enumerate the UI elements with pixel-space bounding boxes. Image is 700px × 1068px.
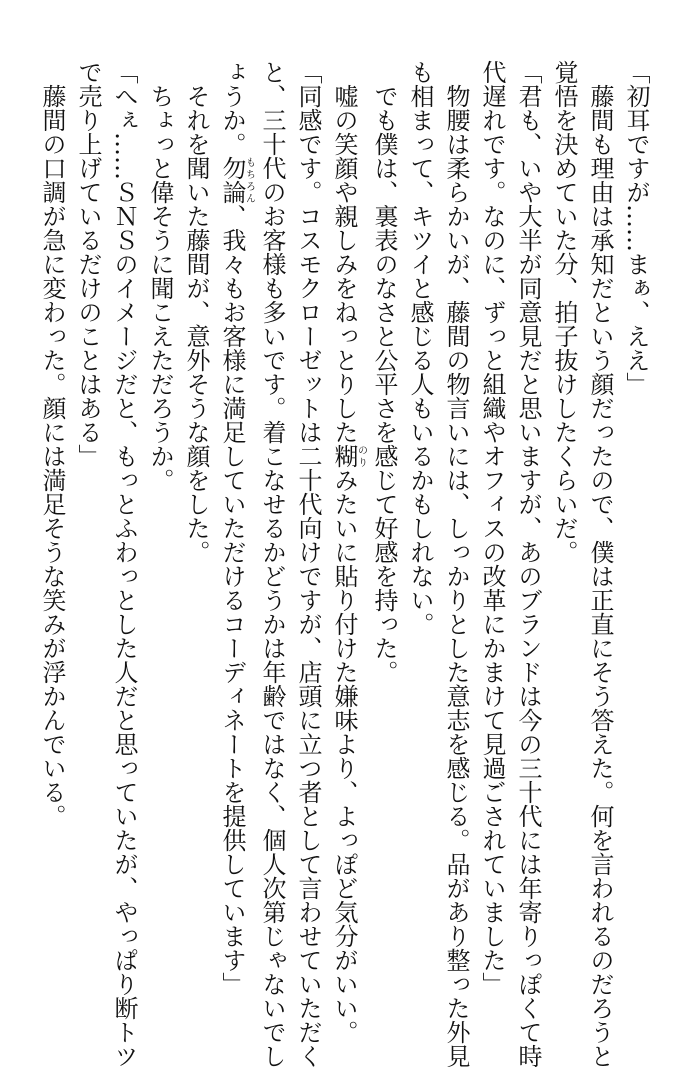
ruby-nori: 糊のり: [330, 444, 367, 468]
text-line: 藤間も理由は承知だという顔だったので、僕は正直にそう答えた。何を言われるのだろうと: [586, 60, 614, 1068]
vertical-text-body: [38, 60, 654, 1068]
ruby-nori-reading: のり: [355, 444, 367, 468]
ruby-mochiron-reading: もちろん: [243, 156, 255, 204]
text-line: も相まって、キツイと感じる人もいるかもしれない。: [406, 60, 434, 636]
text-line: 「同感です。コスモクローゼットは二十代向けですが、店頭に立つ者として言わせていただく: [294, 60, 322, 1068]
text-line: それを聞いた藤間が、意外そうな顔をした。: [182, 60, 210, 564]
text-line: ちょっと偉そうに聞こえただろうか。: [146, 60, 174, 492]
text-line: で売り上げているだけのことはある」: [74, 60, 102, 468]
text-line: 嘘の笑顔や親しみをねっとりした糊のりみたいに貼り付けた嫌味より、よっぽど気分がいい。: [330, 60, 367, 1044]
ruby-mochiron: 勿論もちろん: [218, 156, 255, 204]
text-line: ょうか。勿論もちろん、我々もお客様に満足していただけるコーディネートを提供しています」: [218, 60, 255, 996]
text-line: 覚悟を決めていた分、拍子抜けしたくらいだ。: [550, 60, 578, 564]
text-line: 藤間の口調が急に変わった。顔には満足そうな笑みが浮かんでいる。: [38, 60, 66, 828]
text-line: 「へぇ……ＳＮＳのイメージだと、もっとふわっとした人だと思っていたが、やっぱり断トツ: [110, 60, 138, 1068]
text-line: 物腰は柔らかいが、藤間の物言いには、しっかりとした意志を感じる。品があり整った外見: [442, 60, 470, 1068]
text-line: と、三十代のお客様も多いです。着こなせるかどうかは年齢ではなく、個人次第じゃないでし: [258, 60, 286, 1068]
text-line: 「君も、いや大半が同意見だと思いますが、あのブランドは今の三十代には年寄りっぽくて時: [514, 60, 542, 1068]
text-line: でも僕は、裏表のなさと公平さを感じて好感を持った。: [370, 60, 398, 684]
text-line: 「初耳ですが……まぁ、ええ」: [622, 60, 650, 396]
text-line: 代遅れです。なのに、ずっと組織やオフィスの改革にかまけて見過ごされていました」: [478, 60, 506, 996]
